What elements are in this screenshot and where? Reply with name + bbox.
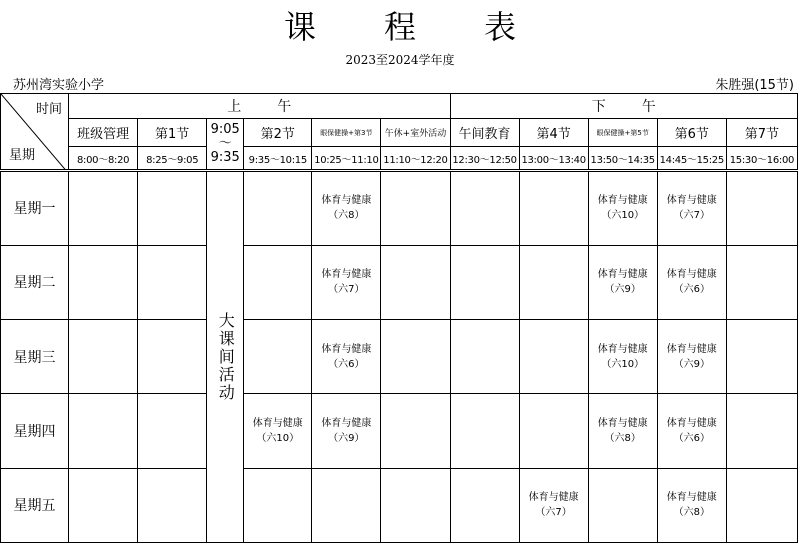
recess-activity: 大课间活动 [216, 312, 236, 403]
subject-name: 体育与健康 [597, 417, 648, 429]
schedule-title [0, 2, 800, 48]
schedule-cell [450, 171, 519, 245]
col-time: 15:30～16:00 [726, 147, 797, 171]
schedule-cell [588, 319, 657, 393]
schedule-cell [726, 245, 797, 319]
schedule-cell [312, 394, 381, 468]
recess-end: 9:35 [210, 150, 240, 166]
schedule-cell [657, 394, 726, 468]
col-header: 午间教育 [450, 119, 519, 147]
title-char: 程 [383, 8, 416, 46]
schedule-cell [657, 171, 726, 245]
morning-header [69, 94, 450, 119]
class-code: （六9） [673, 358, 710, 370]
schedule-cell [450, 319, 519, 393]
schedule-cell [381, 245, 450, 319]
subject-name: 体育与健康 [321, 343, 372, 355]
class-code: （六6） [673, 432, 710, 444]
title-char: 课 [283, 8, 316, 46]
subject-name: 体育与健康 [252, 417, 303, 429]
schedule-cell [138, 394, 207, 468]
schedule-cell [138, 468, 207, 542]
class-code: （六7） [535, 507, 572, 519]
title-char: 表 [484, 8, 517, 46]
schedule-cell [312, 319, 381, 393]
schedule-cell [519, 319, 588, 393]
col-header: 眼保健操+第5节 [588, 119, 657, 147]
schedule-cell [244, 394, 312, 468]
schedule-cell [519, 394, 588, 468]
class-code: （六8） [328, 210, 365, 222]
day-label: 星期三 [1, 319, 69, 393]
col-time: 8:25～9:05 [138, 147, 207, 171]
schedule-cell [69, 171, 138, 245]
day-label: 星期五 [1, 468, 69, 542]
schedule-cell [657, 245, 726, 319]
subject-name: 体育与健康 [666, 195, 717, 207]
subject-name: 体育与健康 [666, 492, 717, 504]
col-time: 13:50～14:35 [588, 147, 657, 171]
subject-name: 体育与健康 [597, 269, 648, 281]
schedule-cell [588, 468, 657, 542]
morning-char: 午 [277, 99, 292, 116]
schedule-cell [726, 171, 797, 245]
class-code: （六7） [328, 284, 365, 296]
school-name: 苏州湾实验小学 [13, 78, 105, 93]
schedule-cell [138, 319, 207, 393]
class-code: （六10） [601, 210, 645, 222]
col-header: 第7节 [726, 119, 797, 147]
schedule-cell [726, 319, 797, 393]
schedule-cell [588, 394, 657, 468]
schedule-cell [381, 468, 450, 542]
corner-day-label: 星期 [9, 148, 36, 164]
col-header: 第4节 [519, 119, 588, 147]
class-code: （六6） [673, 284, 710, 296]
morning-char: 上 [227, 99, 242, 116]
subject-name: 体育与健康 [597, 195, 648, 207]
class-code: （六6） [328, 358, 365, 370]
col-time: 12:30～12:50 [450, 147, 519, 171]
corner-header [1, 94, 69, 171]
schedule-cell [726, 468, 797, 542]
class-code: （六8） [673, 507, 710, 519]
afternoon-char: 下 [591, 99, 606, 116]
col-time: 11:10～12:20 [381, 147, 450, 171]
subject-name: 体育与健康 [321, 269, 372, 281]
col-time: 13:00～13:40 [519, 147, 588, 171]
recess-activity-cell [207, 171, 244, 543]
col-time: 14:45～15:25 [657, 147, 726, 171]
schedule-cell [138, 245, 207, 319]
schedule-cell [519, 171, 588, 245]
schedule-cell [657, 468, 726, 542]
day-label: 星期二 [1, 245, 69, 319]
schedule-cell [381, 394, 450, 468]
schedule-cell [450, 468, 519, 542]
day-label: 星期一 [1, 171, 69, 245]
schedule-cell [69, 468, 138, 542]
schedule-cell [69, 394, 138, 468]
schedule-cell [519, 245, 588, 319]
schedule-table [0, 93, 798, 543]
recess-start: 9:05 [210, 122, 240, 138]
recess-time-header [207, 119, 244, 171]
schedule-cell [244, 319, 312, 393]
schedule-cell [381, 319, 450, 393]
schedule-cell [588, 171, 657, 245]
corner-time-label: 时间 [36, 102, 63, 117]
col-header: 第1节 [138, 119, 207, 147]
schedule-cell [726, 394, 797, 468]
class-code: （六8） [604, 432, 641, 444]
col-time: 8:00～8:20 [69, 147, 138, 171]
schedule-cell [244, 171, 312, 245]
schedule-cell [450, 245, 519, 319]
subject-name: 体育与健康 [321, 417, 372, 429]
class-code: （六9） [328, 432, 365, 444]
day-label: 星期四 [1, 394, 69, 468]
schedule-cell [381, 171, 450, 245]
col-header: 午休+室外活动 [381, 119, 450, 147]
schedule-cell [138, 171, 207, 245]
subject-name: 体育与健康 [666, 343, 717, 355]
academic-year: 2023至2024学年度 [345, 53, 455, 67]
afternoon-char: 午 [641, 99, 656, 116]
class-code: （六9） [604, 284, 641, 296]
subject-name: 体育与健康 [666, 417, 717, 429]
afternoon-header [450, 94, 798, 119]
col-time: 10:25～11:10 [312, 147, 381, 171]
schedule-cell [244, 468, 312, 542]
schedule-cell [312, 468, 381, 542]
subject-name: 体育与健康 [597, 343, 648, 355]
schedule-cell [69, 319, 138, 393]
schedule-cell [312, 245, 381, 319]
col-header: 第2节 [244, 119, 312, 147]
schedule-cell [519, 468, 588, 542]
class-code: （六10） [256, 432, 300, 444]
col-header: 班级管理 [69, 119, 138, 147]
schedule-cell [312, 171, 381, 245]
schedule-cell [69, 245, 138, 319]
col-header: 第6节 [657, 119, 726, 147]
teacher-name: 朱胜强(15节) [715, 78, 794, 93]
subject-name: 体育与健康 [666, 269, 717, 281]
schedule-cell [588, 245, 657, 319]
col-time: 9:35～10:15 [244, 147, 312, 171]
class-code: （六7） [673, 210, 710, 222]
recess-tilde: ～ [218, 136, 232, 152]
subject-name: 体育与健康 [528, 492, 579, 504]
schedule-cell [244, 245, 312, 319]
class-code: （六10） [601, 358, 645, 370]
col-header: 眼保健操+第3节 [312, 119, 381, 147]
schedule-cell [450, 394, 519, 468]
schedule-cell [657, 319, 726, 393]
subject-name: 体育与健康 [321, 195, 372, 207]
